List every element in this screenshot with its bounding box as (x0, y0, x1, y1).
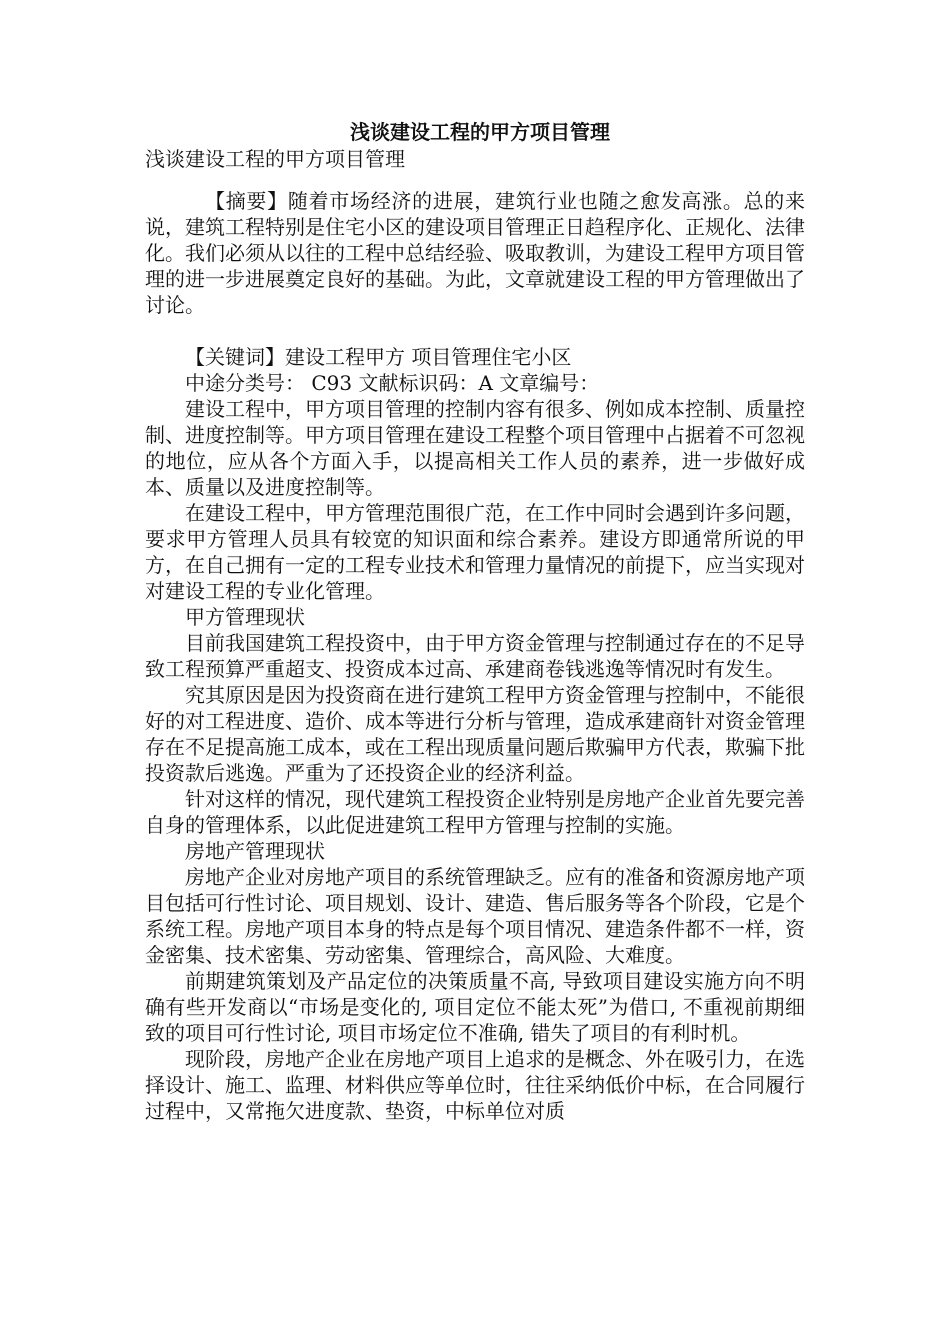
body-paragraph-1: 建设工程中，甲方项目管理的控制内容有很多、例如成本控制、质量控制、进度控制等。甲方项目管理在建设工程整个项目管理中占据着不可忽视的地位，应从各个方面入手，以提高相关工作人员的素养，进一步做好成本、质量以及进度控制等。 (145, 397, 805, 499)
classification-line: 中途分类号： C93 文献标识码：A 文章编号： (185, 371, 600, 395)
section-heading-1: 甲方管理现状 (185, 605, 305, 629)
document-page (145, 118, 805, 1124)
keywords-line: 【关键词】建设工程甲方 项目管理住宅小区 (185, 345, 572, 369)
body-paragraph-3: 目前我国建筑工程投资中，由于甲方资金管理与控制通过存在的不足导致工程预算严重超支、投资成本过高、承建商卷钱逃逸等情况时有发生。 (145, 631, 805, 681)
document-subtitle: 浅谈建设工程的甲方项目管理 (145, 147, 405, 171)
abstract-paragraph: 【摘要】随着市场经济的进展，建筑行业也随之愈发高涨。总的来说，建筑工程特别是住宅小区的建设项目管理正日趋程序化、正规化、法律化。我们必须从以往的工程中总结经验、吸取教训，为建设工程甲方项目管理的进一步进展奠定良好的基础。为此，文章就建设工程的甲方管理做出了讨论。 (145, 189, 805, 317)
body-paragraph-4: 究其原因是因为投资商在进行建筑工程甲方资金管理与控制中，不能很好的对工程进度、造价、成本等进行分析与管理，造成承建商针对资金管理存在不足提高施工成本，或在工程出现质量问题后欺骗甲方代表，欺骗下批投资款后逃逸。严重为了还投资企业的经济利益。 (145, 683, 805, 785)
section-heading-2: 房地产管理现状 (185, 839, 325, 863)
document-title: 浅谈建设工程的甲方项目管理 (350, 120, 610, 144)
body-paragraph-7: 前期建筑策划及产品定位的决策质量不高, 导致项目建设实施方向不明确有些开发商以“市场是变化的, 项目定位不能太死”为借口, 不重视前期细致的项目可行性讨论, 项目市场定位不准确, 错失了项目的有利时机。 (145, 969, 805, 1045)
body-paragraph-5: 针对这样的情况，现代建筑工程投资企业特别是房地产企业首先要完善自身的管理体系，以此促进建筑工程甲方管理与控制的实施。 (145, 787, 805, 837)
body-paragraph-6: 房地产企业对房地产项目的系统管理缺乏。应有的准备和资源房地产项目包括可行性讨论、项目规划、设计、建造、售后服务等各个阶段，它是个系统工程。房地产项目本身的特点是每个项目情况、建造条件都不一样，资金密集、技术密集、劳动密集、管理综合，高风险、大难度。 (145, 865, 805, 967)
body-paragraph-2: 在建设工程中，甲方管理范围很广范，在工作中同时会遇到许多问题，要求甲方管理人员具有较宽的知识面和综合素养。建设方即通常所说的甲方，在自己拥有一定的工程专业技术和管理力量情况的前提下，应当实现对对建设工程的专业化管理。 (145, 501, 805, 603)
body-paragraph-8: 现阶段，房地产企业在房地产项目上追求的是概念、外在吸引力，在选择设计、施工、监理、材料供应等单位时，往往采纳低价中标，在合同履行过程中，又常拖欠进度款、垫资，中标单位对质 (145, 1047, 805, 1123)
